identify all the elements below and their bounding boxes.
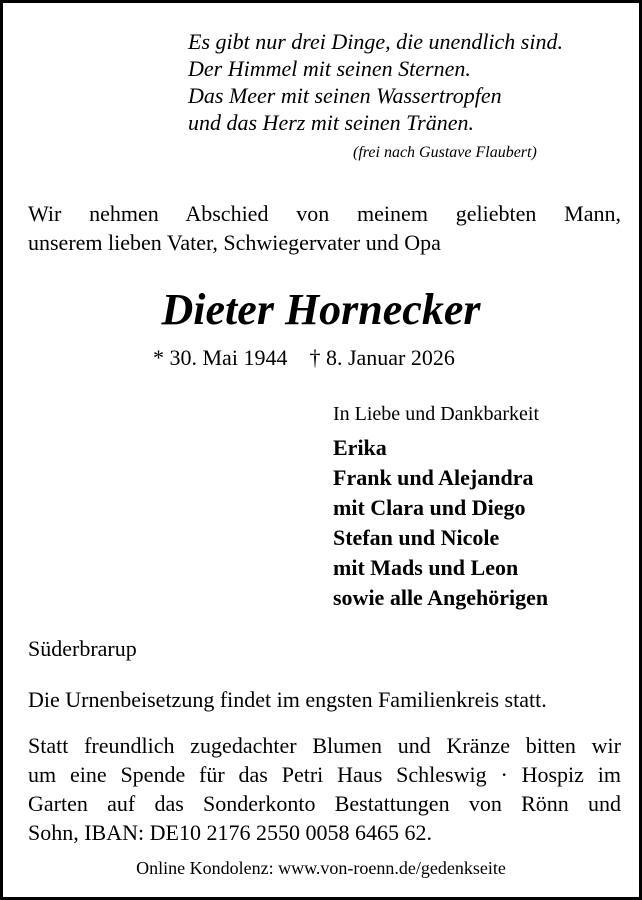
burial-note: Die Urnenbeisetzung findet im engsten Familienkreis statt. [28, 687, 547, 712]
mourner-line: Erika [333, 435, 387, 460]
farewell-intro [28, 199, 621, 257]
mourners-list [333, 433, 548, 613]
mourner-line: Stefan und Nicole [333, 525, 500, 550]
poem-line: Das Meer mit seinen Wassertropfen [188, 83, 502, 108]
mourners-heading: In Liebe und Dankbarkeit [333, 403, 540, 425]
donation-line: um eine Spende für das Petri Haus Schleswig · Hospiz im [28, 762, 621, 787]
poem-line: Der Himmel mit seinen Sternen. [188, 56, 471, 81]
deceased-name: Dieter Hornecker [161, 285, 481, 334]
poem-attribution: (frei nach Gustave Flaubert) [353, 144, 537, 161]
donation-line: Garten auf das Sonderkonto Bestattungen von Rönn und [28, 791, 621, 816]
mourner-line: sowie alle Angehörigen [333, 585, 549, 610]
place-name: Süderbrarup [28, 636, 137, 661]
birth-date: * 30. Mai 1944 [153, 345, 288, 370]
intro-line: Wir nehmen Abschied von meinem geliebten Mann, [28, 201, 621, 226]
intro-line: unserem lieben Vater, Schwiegervater und Opa [28, 230, 441, 255]
mourner-line: mit Clara und Diego [333, 495, 526, 520]
mourner-line: mit Mads und Leon [333, 555, 519, 580]
donation-note [28, 731, 621, 847]
donation-line: Sohn, IBAN: DE10 2176 2550 0058 6465 62. [28, 820, 432, 845]
death-date: † 8. Januar 2026 [309, 345, 455, 370]
poem-line: und das Herz mit seinen Tränen. [188, 110, 474, 135]
mourner-line: Frank und Alejandra [333, 465, 534, 490]
online-condolence: Online Kondolenz: www.von-roenn.de/gedenkseite [136, 858, 506, 878]
poem [188, 28, 628, 136]
poem-line: Es gibt nur drei Dinge, die unendlich sind. [188, 29, 563, 54]
life-dates [153, 345, 455, 371]
donation-line: Statt freundlich zugedachter Blumen und Kränze bitten wir [28, 733, 621, 758]
